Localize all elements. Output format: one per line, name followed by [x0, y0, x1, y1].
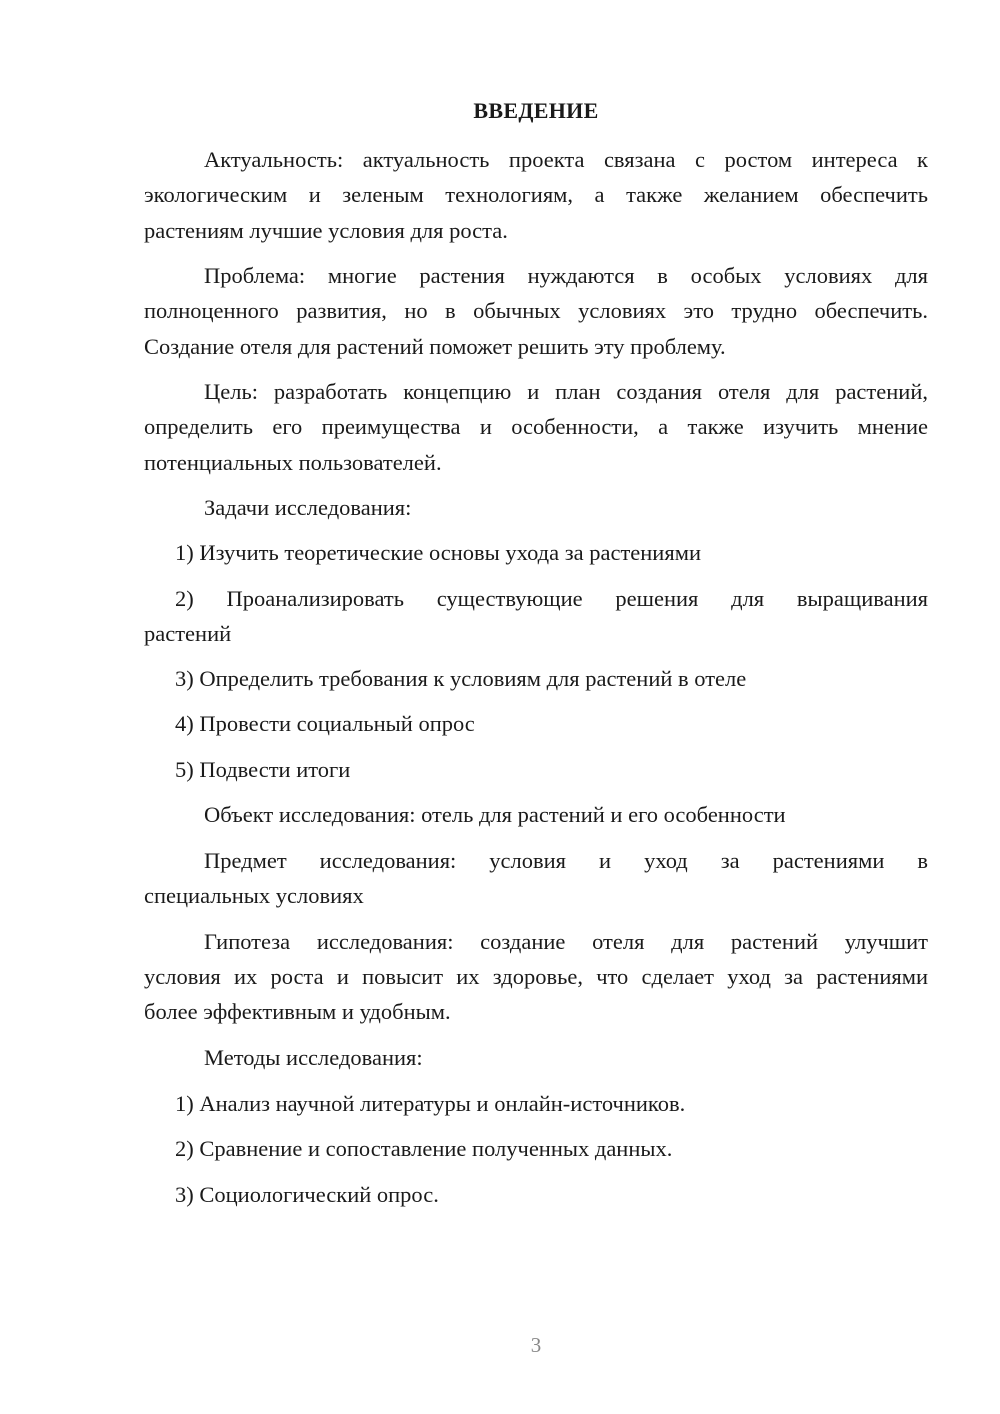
text-line: Цель: разработать концепцию и план создания отеля для растений,	[204, 379, 928, 404]
list-item: 2) Проанализировать существующие решения для выращивания	[175, 586, 928, 611]
page-title: ВВЕДЕНИЕ	[473, 98, 599, 123]
text-line: Объект исследования: отель для растений и его особенности	[204, 802, 786, 827]
text-line: Создание отеля для растений поможет решить эту проблему.	[144, 334, 726, 359]
text-line: экологическим и зеленым технологиям, а также желанием обеспечить	[144, 182, 928, 207]
text-line: Предмет исследования: условия и уход за растениями в	[204, 848, 928, 873]
text-line: условия их роста и повысит их здоровье, что сделает уход за растениями	[144, 964, 928, 989]
text-line: растениям лучшие условия для роста.	[144, 218, 508, 243]
list-item: 3) Определить требования к условиям для растений в отеле	[175, 666, 747, 691]
text-line: определить его преимущества и особенности, а также изучить мнение	[144, 414, 928, 439]
text-line: потенциальных пользователей.	[144, 450, 442, 475]
list-item: 5) Подвести итоги	[175, 757, 351, 782]
text-line: Проблема: многие растения нуждаются в особых условиях для	[204, 263, 928, 288]
text-line: специальных условиях	[144, 883, 364, 908]
text-line: Методы исследования:	[204, 1045, 423, 1070]
list-item: 3) Социологический опрос.	[175, 1182, 439, 1207]
page-number: 3	[530, 1333, 542, 1357]
list-item: 4) Провести социальный опрос	[175, 711, 475, 736]
text-line: более эффективным и удобным.	[144, 999, 451, 1024]
text-line: Актуальность: актуальность проекта связана с ростом интереса к	[204, 147, 928, 172]
text-line: полноценного развития, но в обычных условиях это трудно обеспечить.	[144, 298, 928, 323]
list-item: 2) Сравнение и сопоставление полученных данных.	[175, 1136, 673, 1161]
list-item: 1) Изучить теоретические основы ухода за растениями	[175, 540, 701, 565]
text-line: Задачи исследования:	[204, 495, 412, 520]
text-line: растений	[144, 621, 232, 646]
list-item: 1) Анализ научной литературы и онлайн-источников.	[175, 1091, 686, 1116]
text-line: Гипотеза исследования: создание отеля для растений улучшит	[204, 929, 928, 954]
